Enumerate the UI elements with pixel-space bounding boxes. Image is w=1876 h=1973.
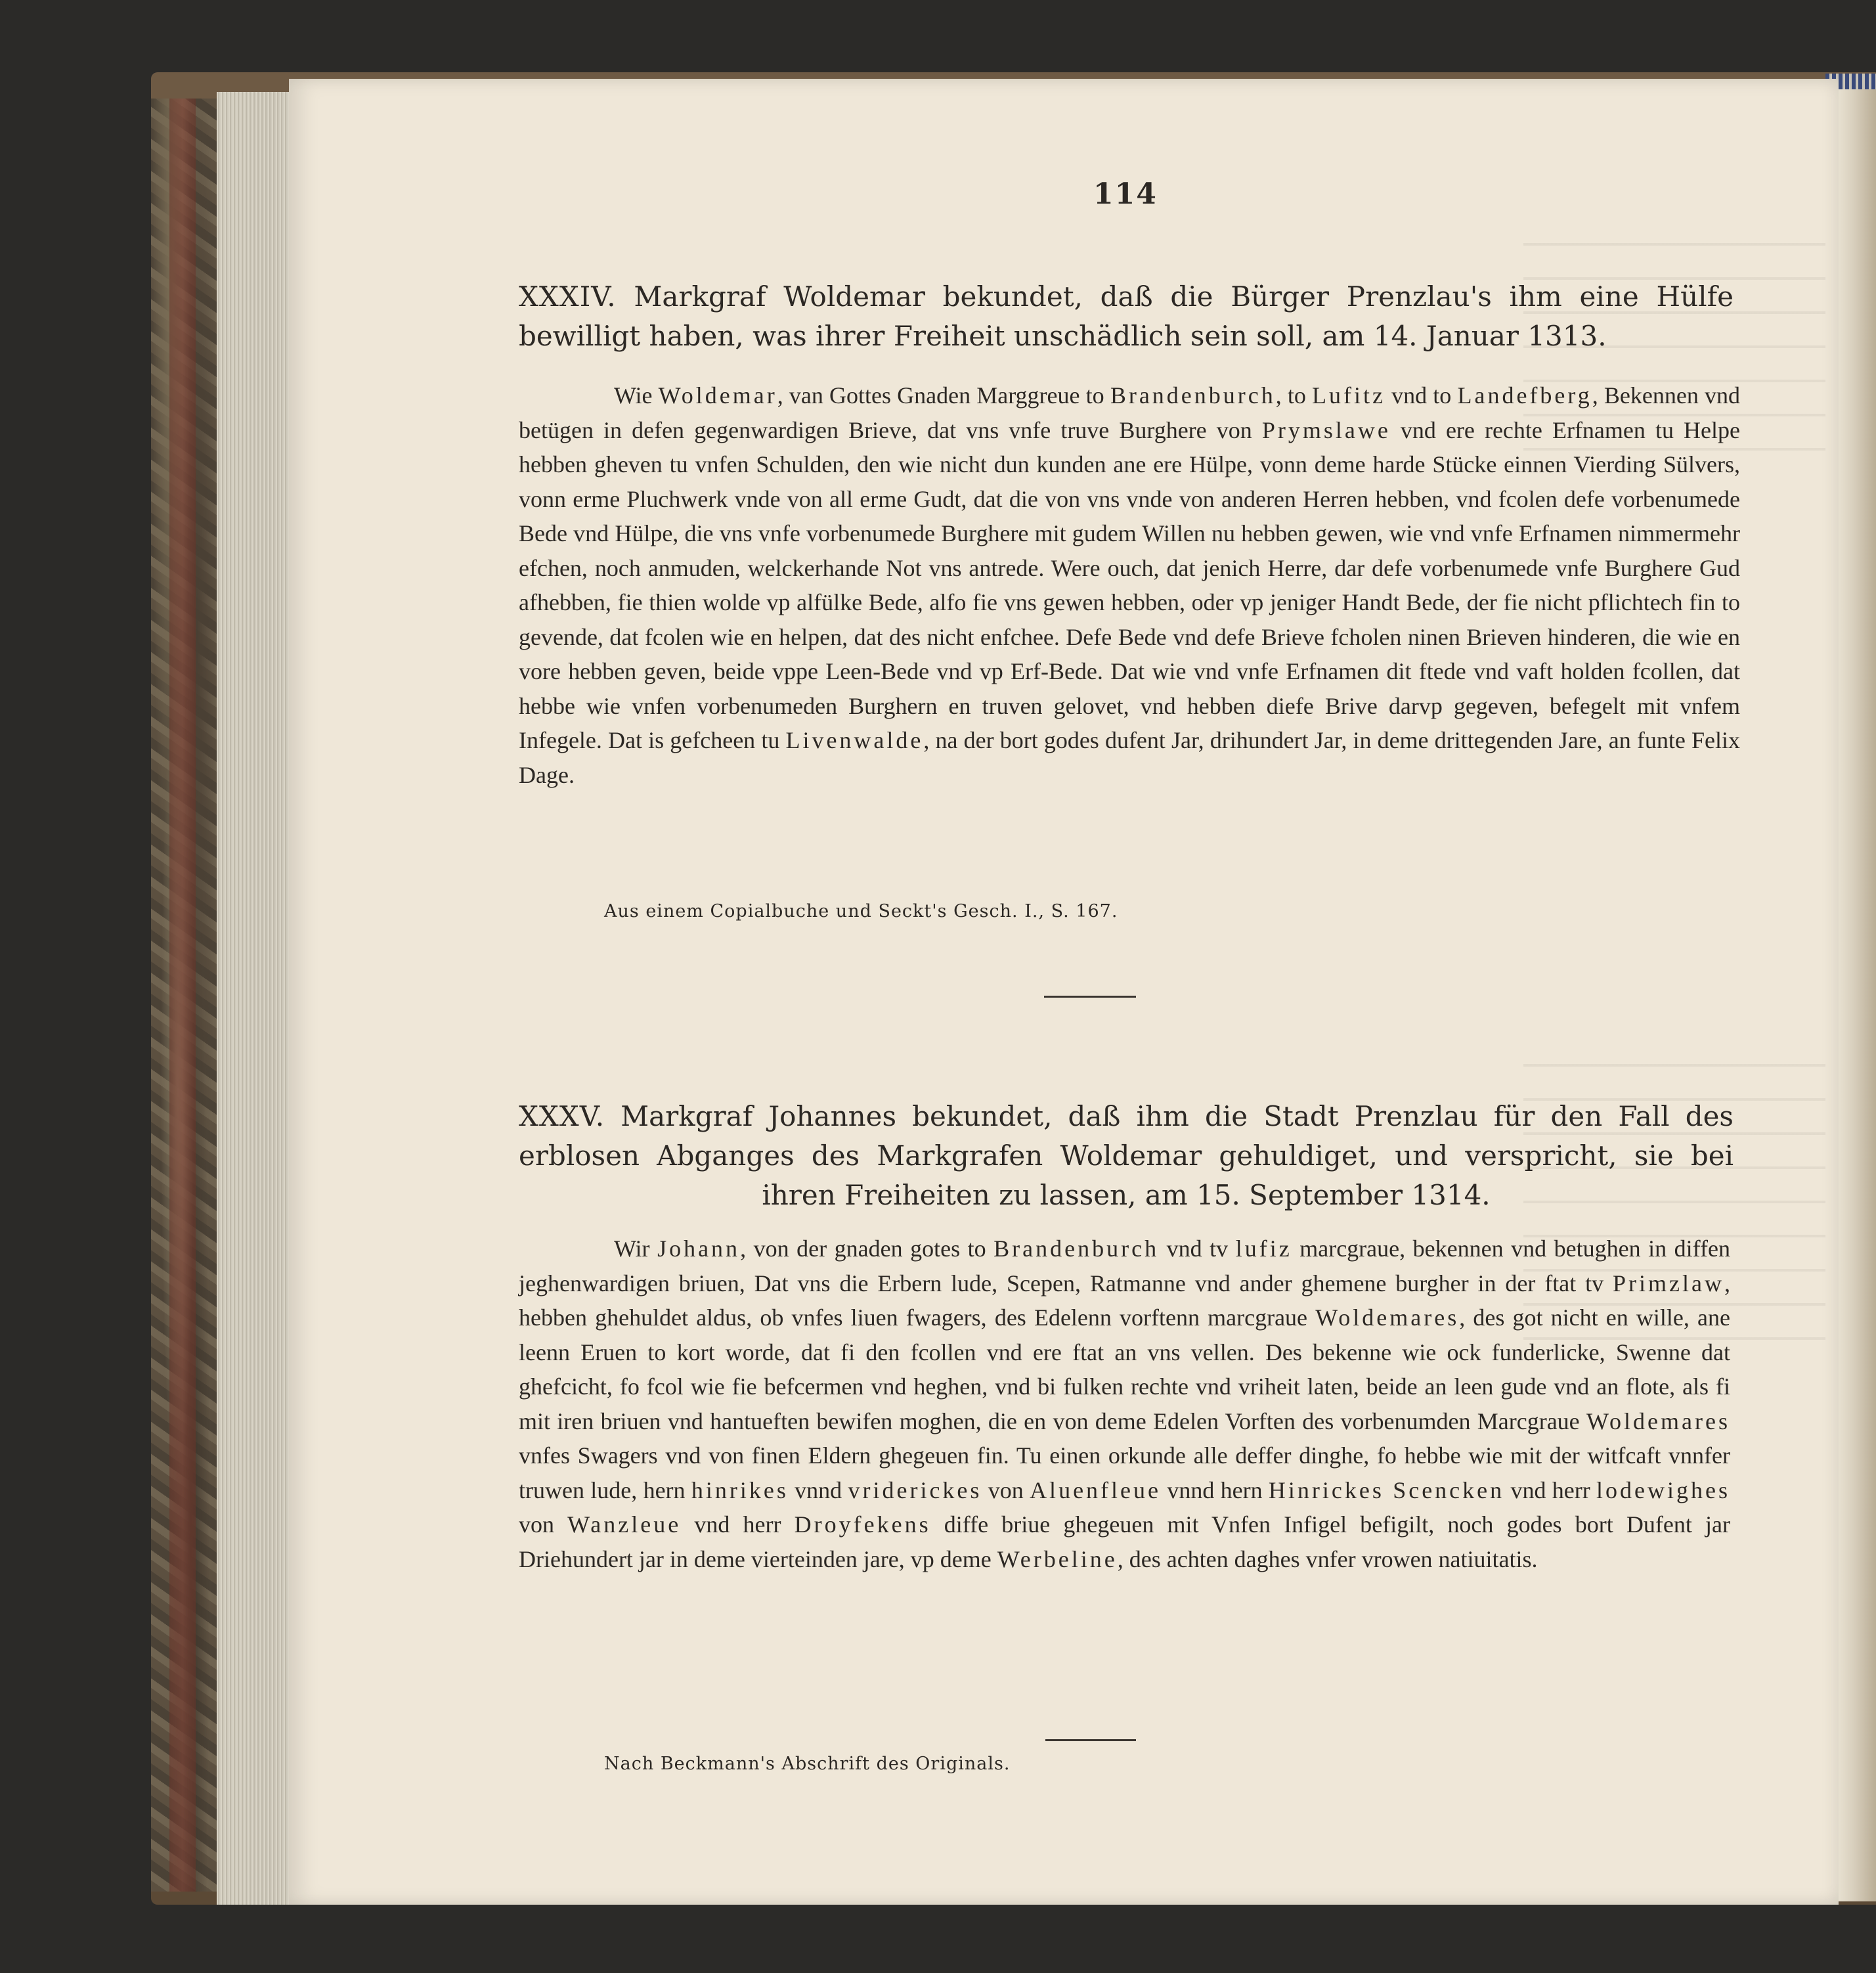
document-heading bbox=[519, 1097, 1734, 1215]
page-edges-right bbox=[1839, 89, 1876, 1901]
section-divider bbox=[1044, 996, 1136, 998]
source-note: Nach Beckmann's Abschrift des Originals. bbox=[604, 1754, 1011, 1774]
bottom-rule bbox=[1045, 1739, 1136, 1741]
page-number: 114 bbox=[1093, 177, 1158, 211]
book-page bbox=[289, 79, 1839, 1905]
document-number: XXXV. bbox=[519, 1100, 605, 1132]
document-heading bbox=[519, 277, 1734, 356]
document-number: XXXIV. bbox=[519, 280, 617, 313]
document-body: Wie Woldemar, van Gottes Gnaden Marggreue to Brandenburch, to Lufitz vnd to Landefberg, Bekennen vnd betügen in defen gegenwardigen Brieve, dat vns vnfe truve Burghere von Prymslawe vnd ere rechte Erfnamen tu Helpe hebben gheven tu vnfen Schulden, den wie nicht dun kunden ane ere Hülpe, vonn deme harde Stücke einnen Vierding Sülvers, vonn erme Pluchwerk vnde von all erme Gudt, dat die von vns vnde von anderen Herren hebben, vnd fcolen defe vorbenumede Bede vnd Hülpe, die vns vnfe vorbenumede Burghere mit gudem Willen nu hebben gewen, wie vnd vnfe Erfnamen nimmermehr efchen, noch anmuden, welckerhande Not vns antrede. Were ouch, dat jenich Herre, dar defe vorbenumede vnfe Burghere Gud afhebben, fie thien wolde vp alfülke Bede, alfo fie vns gewen hebben, oder vp jeniger Handt Bede, der fie nicht pflichtech fin to gevende, dat fcolen wie en helpen, dat des nicht enfchee. Defe Bede vnd defe Brieve fcholen ninen Brieven hinderen, die wie en vore hebben geven, beide vppe Leen-Bede vnd vp Erf-Bede. Dat wie vnd vnfe Erfnamen dit ftede vnd vaft holden fcollen, dat hebbe wie vnfen vorbenumeden Burghern en truven gelovet, vnd hebben diefe Brive darvp gegeven, befegelt mit vnfem Infegele. Dat is gefcheen tu Livenwalde, na der bort godes dufent Jar, drihundert Jar, in deme drittegenden Jare, an funte Felix Dage. bbox=[519, 382, 1741, 788]
source-note: Aus einem Copialbuche und Seckt's Gesch. I., S. 167. bbox=[604, 901, 1118, 921]
document-title: Markgraf Johannes bekundet, daß ihm die Stadt Prenzlau für den Fall des erblosen Abganges des Markgrafen Woldemar gehuldiget, und verspricht, sie bei ihren Freiheiten zu lassen, am 15. September 1314. bbox=[519, 1100, 1734, 1211]
document-body: Wir Johann, von der gnaden gotes to Brandenburch vnd tv lufiz marcgraue, bekennen vnd betughen in diffen jeghenwardigen briuen, Dat vns die Erbern lude, Scepen, Ratmanne vnd ander ghemene burgher in der ftat tv Primzlaw, hebben ghehuldet aldus, ob vnfes liuen fwagers, des Edelenn vorftenn marcgraue Woldemares, des got nicht en wille, ane leenn Eruen to kort worde, dat fi den fcollen vnd ere ftat an vns vellen. Des bekenne wie ock funderlicke, Swenne dat ghefcicht, fo fcol wie fie befcermen vnd heghen, vnd bi fulken rechte vnd vriheit laten, beide an leen gude vnd an flote, als fi mit iren briuen vnd hantueften bewifen moghen, die en von deme Edelen Vorften des vorbenumden Marcgraue Woldemares vnfes Swagers vnd von finen Eldern ghegeuen fin. Tu einen orkunde alle deffer dinghe, fo hebbe wie mit der witfcaft vnnfer truwen lude, hern hinrikes vnnd vriderickes von Aluenfleue vnnd hern Hinrickes Scencken vnd herr lodewighes von Wanzleue vnd herr Droyfekens diffe briue ghegeuen mit Vnfen Infigel befigilt, noch godes bort Dufent jar Driehundert jar in deme vierteinden jare, vp deme Werbeline, des achten daghes vnfer vrowen natiuitatis. bbox=[519, 1235, 1731, 1572]
document-title: Markgraf Woldemar bekundet, daß die Bürger Prenzlau's ihm eine Hülfe bewilligt haben, was ihrer Freiheit unschädlich sein soll, am 14. Januar 1313. bbox=[519, 280, 1734, 352]
page-edges-left bbox=[217, 92, 289, 1905]
leather-spine-strip bbox=[169, 99, 196, 1892]
